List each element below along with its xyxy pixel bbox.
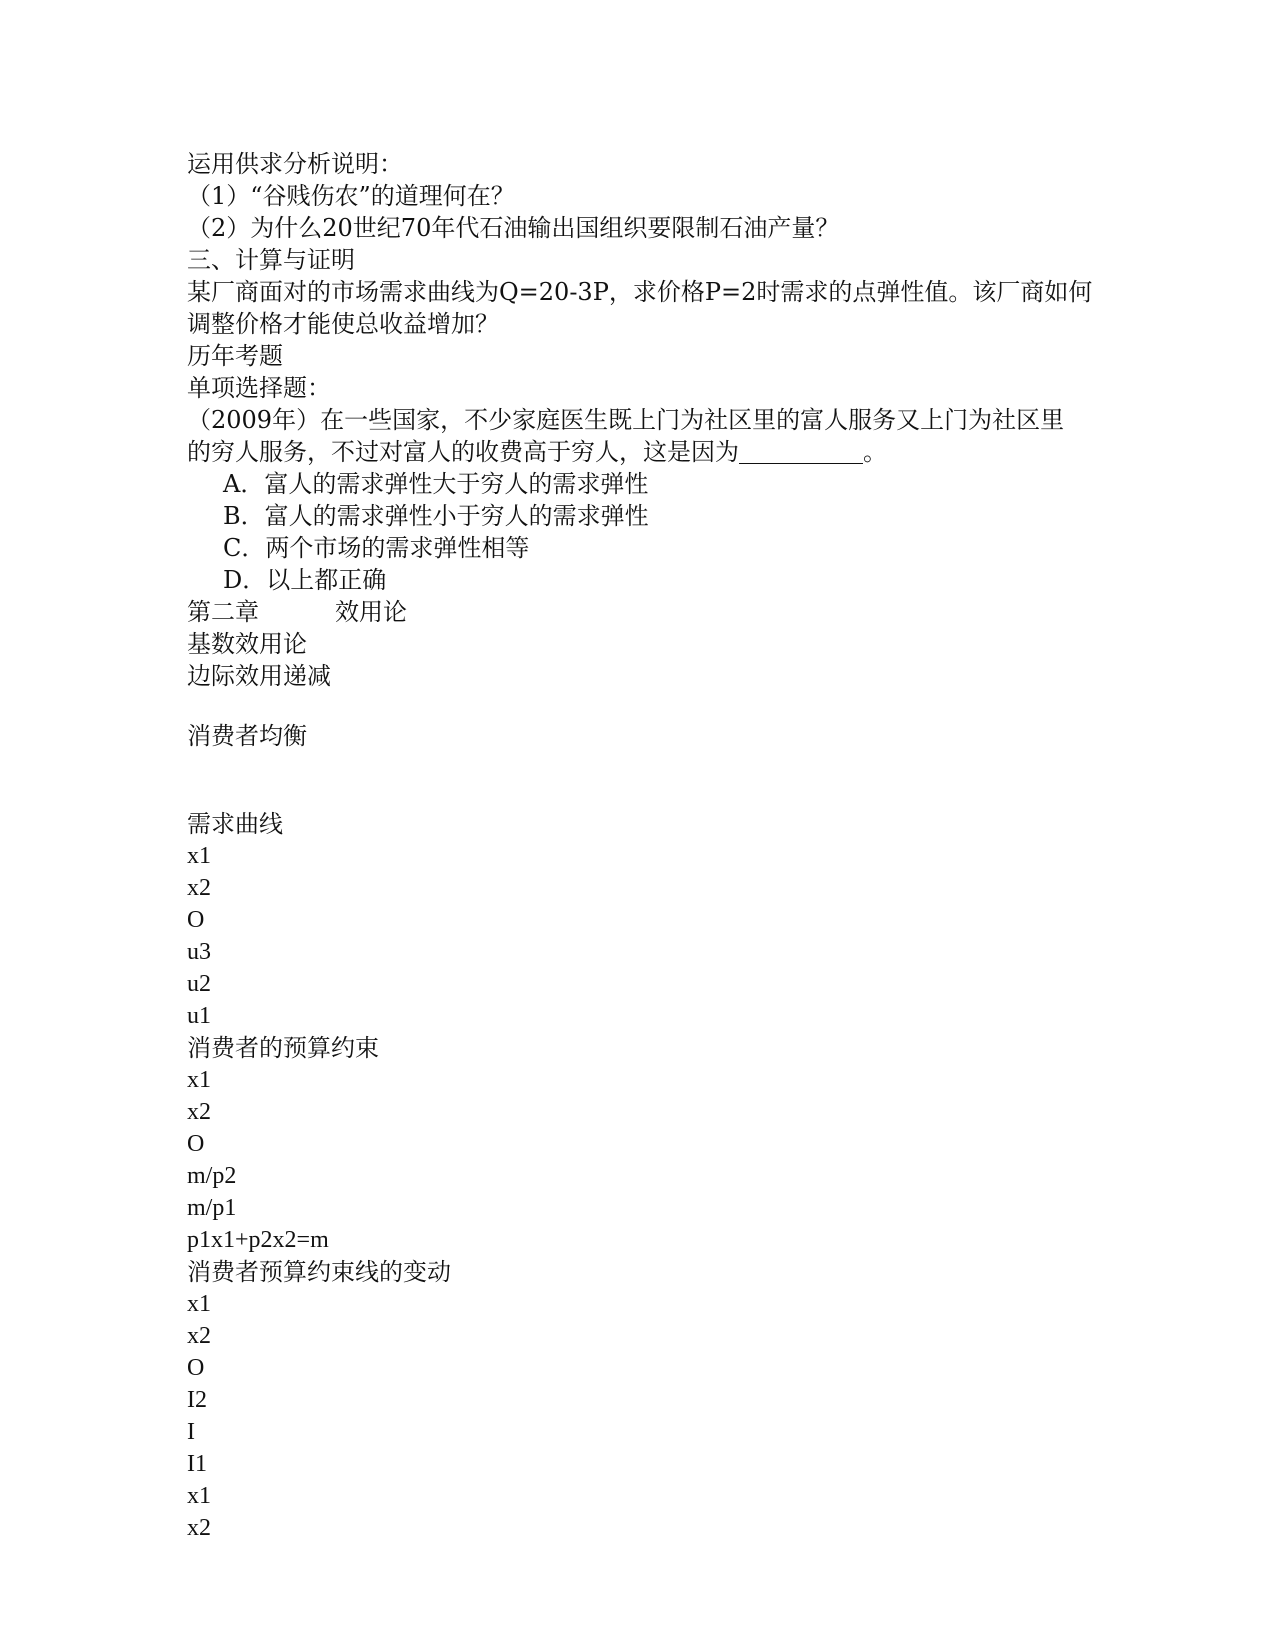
figure-label: m/p2 [187, 1163, 237, 1189]
chapter-label: 第二章 [187, 598, 259, 626]
exam-type: 单项选择题： [187, 374, 331, 402]
exam-title: 历年考题 [187, 342, 283, 370]
figure-label: x2 [187, 1323, 211, 1349]
problem-line-1: 某厂商面对的市场需求曲线为Q=20-3P，求价格P=2时需求的点弹性值。该厂商如何 [187, 278, 1093, 306]
budget-heading: 消费者的预算约束 [187, 1034, 379, 1062]
demand-curve-heading: 需求曲线 [187, 810, 283, 838]
option-a: A．富人的需求弹性大于穷人的需求弹性 [223, 470, 649, 498]
diminishing-marginal-utility: 边际效用递减 [187, 662, 331, 690]
figure-label: x1 [187, 1291, 211, 1317]
consumer-equilibrium: 消费者均衡 [187, 722, 307, 750]
chapter-heading [187, 596, 1087, 628]
option-b: B．富人的需求弹性小于穷人的需求弹性 [223, 502, 649, 530]
problem-line-2: 调整价格才能使总收益增加？ [187, 310, 499, 338]
figure-label: x2 [187, 1515, 211, 1541]
intro-lead: 运用供求分析说明： [187, 150, 403, 178]
section-title: 三、计算与证明 [187, 246, 355, 274]
exam-question-line-1: （2009年）在一些国家，不少家庭医生既上门为社区里的富人服务又上门为社区里 [187, 406, 1065, 434]
figure-label: x1 [187, 1067, 211, 1093]
figure-label: u2 [187, 971, 211, 997]
question-2: （2）为什么20世纪70年代石油输出国组织要限制石油产量？ [187, 214, 840, 242]
figure-label: O [187, 907, 205, 933]
cardinal-utility: 基数效用论 [187, 630, 307, 658]
chapter-title: 效用论 [335, 598, 407, 626]
figure-label: m/p1 [187, 1195, 237, 1221]
budget-shift-heading: 消费者预算约束线的变动 [187, 1258, 451, 1286]
figure-label: u3 [187, 939, 211, 965]
figure-label: O [187, 1355, 205, 1381]
figure-label: x1 [187, 843, 211, 869]
answer-blank [739, 439, 863, 464]
question-1: （1）“谷贱伤农”的道理何在？ [187, 182, 515, 210]
exam-question-line-2 [187, 436, 1087, 468]
figure-label: x2 [187, 875, 211, 901]
figure-label: x1 [187, 1483, 211, 1509]
figure-label: I2 [187, 1387, 207, 1413]
exam-question-end: 。 [863, 438, 887, 466]
figure-label: u1 [187, 1003, 211, 1029]
figure-label: I1 [187, 1451, 207, 1477]
document-page [187, 148, 1093, 1544]
figure-label: O [187, 1131, 205, 1157]
figure-label: I [187, 1419, 195, 1445]
figure-label: x2 [187, 1099, 211, 1125]
spacer [187, 752, 1087, 808]
option-c: C．两个市场的需求弹性相等 [223, 534, 530, 562]
exam-question-text: 的穷人服务，不过对富人的收费高于穷人，这是因为 [187, 438, 739, 466]
spacer [187, 692, 1087, 720]
figure-label: p1x1+p2x2=m [187, 1227, 329, 1253]
option-d: D．以上都正确 [223, 566, 387, 594]
